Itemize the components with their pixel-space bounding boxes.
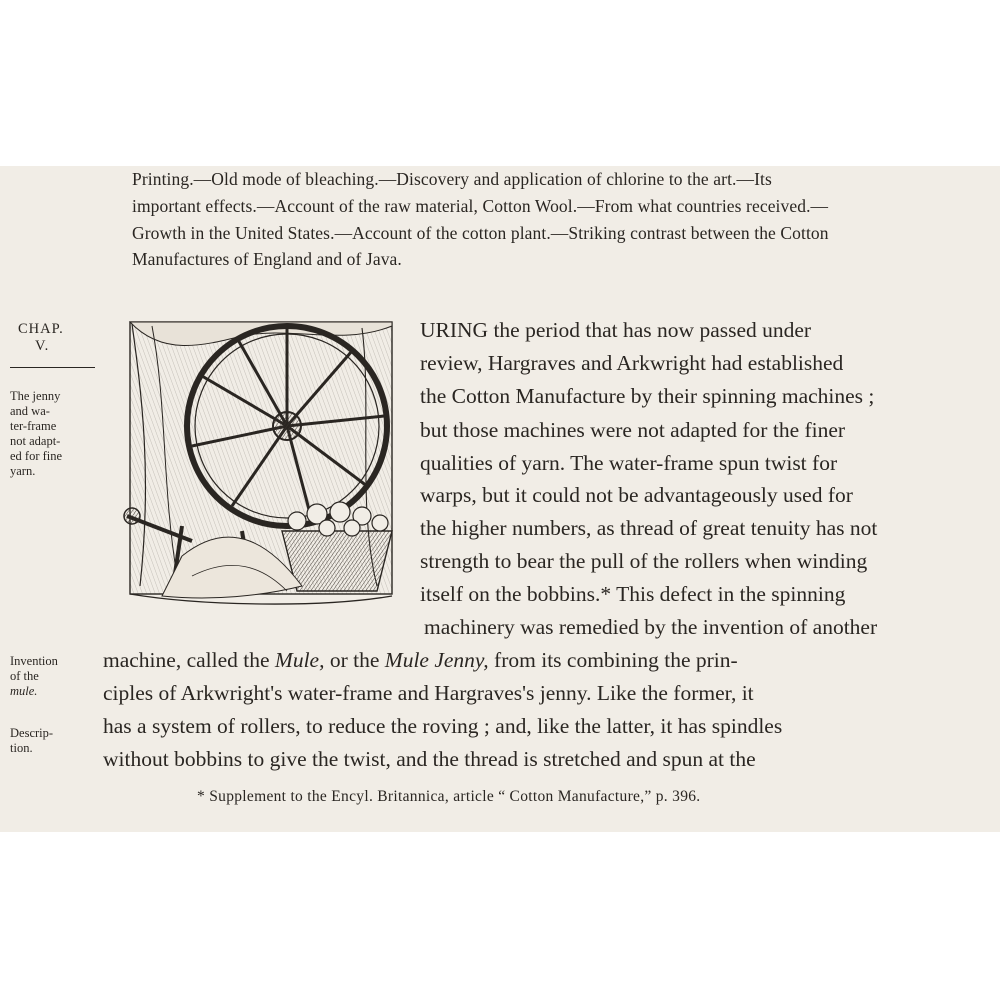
chapter-number: V. bbox=[35, 338, 50, 354]
body-line-1: URING the period that has now passed under bbox=[420, 318, 812, 342]
margin-note-line: Descrip- bbox=[10, 726, 54, 740]
mule-jenny-term: Mule Jenny, bbox=[384, 648, 489, 672]
spinning-wheel-engraving-icon bbox=[122, 316, 402, 608]
margin-note-line: mule. bbox=[10, 684, 38, 698]
body-line-9: itself on the bobbins.* This defect in the spinning bbox=[420, 582, 846, 606]
body-text-span: from its combining the prin- bbox=[488, 648, 738, 672]
margin-note-line: Invention bbox=[10, 654, 58, 668]
margin-note-line: ed for fine bbox=[10, 449, 63, 463]
margin-note-line: The jenny bbox=[10, 389, 61, 403]
book-page-scan bbox=[0, 166, 1000, 832]
margin-note-line: yarn. bbox=[10, 464, 36, 478]
margin-note-line: not adapt- bbox=[10, 434, 61, 448]
chapter-summary-line-3: Growth in the United States.—Account of the cotton plant.—Striking contrast between the Cotton bbox=[132, 223, 829, 243]
body-line-12: ciples of Arkwright's water-frame and Hargraves's jenny. Like the former, it bbox=[103, 681, 754, 705]
margin-note-line: tion. bbox=[10, 741, 33, 755]
chapter-summary-line-2: important effects.—Account of the raw material, Cotton Wool.—From what countries received.— bbox=[132, 196, 829, 216]
margin-note-mule bbox=[10, 654, 58, 699]
body-text-span: machine, called the bbox=[103, 648, 275, 672]
chapter-label: CHAP. bbox=[18, 321, 64, 337]
body-line-7: the higher numbers, as thread of great tenuity has not bbox=[420, 516, 878, 540]
body-line-4: but those machines were not adapted for the finer bbox=[420, 418, 846, 442]
body-text-span: or the bbox=[324, 648, 385, 672]
chapter-rule bbox=[10, 367, 95, 368]
margin-note-description bbox=[10, 726, 53, 756]
body-line-11 bbox=[103, 648, 738, 673]
body-line-10: machinery was remedied by the invention of another bbox=[424, 615, 878, 639]
margin-note-line: ter-frame bbox=[10, 419, 57, 433]
body-line-5: qualities of yarn. The water-frame spun twist for bbox=[420, 451, 838, 475]
body-line-14: without bobbins to give the twist, and the thread is stretched and spun at the bbox=[103, 747, 756, 771]
footnote: * Supplement to the Encyl. Britannica, article “ Cotton Manufacture,” p. 396. bbox=[197, 788, 701, 805]
body-line-8: strength to bear the pull of the rollers when winding bbox=[420, 549, 868, 573]
body-line-6: warps, but it could not be advantageously used for bbox=[420, 483, 853, 507]
chapter-summary-line-4: Manufactures of England and of Java. bbox=[132, 249, 402, 269]
body-line-3: the Cotton Manufacture by their spinning machines ; bbox=[420, 384, 875, 408]
body-line-2: review, Hargraves and Arkwright had established bbox=[420, 351, 844, 375]
chapter-summary-line-1: Printing.—Old mode of bleaching.—Discovery and application of chlorine to the art.—Its bbox=[132, 169, 772, 189]
margin-note-line: of the bbox=[10, 669, 39, 683]
margin-note-jenny bbox=[10, 389, 62, 479]
margin-note-line: and wa- bbox=[10, 404, 50, 418]
mule-term: Mule, bbox=[274, 648, 325, 672]
body-line-13: has a system of rollers, to reduce the roving ; and, like the latter, it has spindles bbox=[103, 714, 783, 738]
